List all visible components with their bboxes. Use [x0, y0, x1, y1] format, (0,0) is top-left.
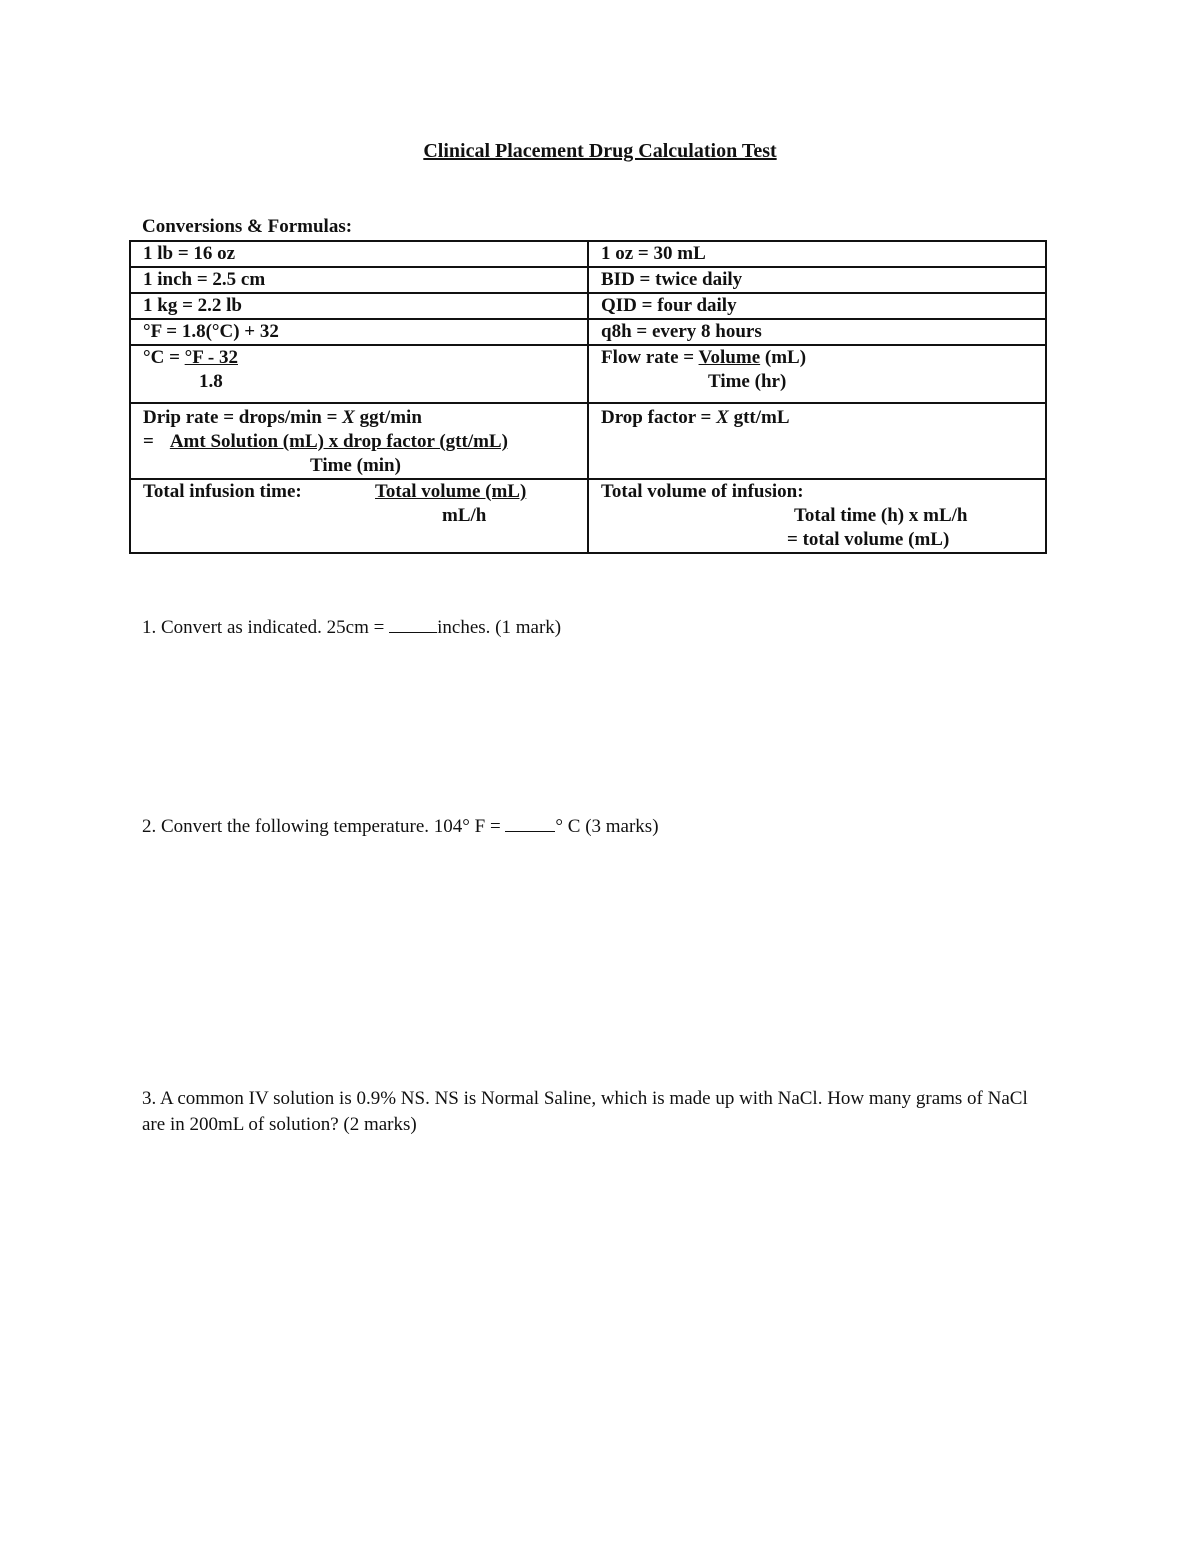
formula-variable: X — [342, 407, 355, 428]
formula-equals: = — [143, 431, 154, 452]
answer-blank — [505, 813, 555, 832]
table-cell: 1 oz = 30 mL — [588, 241, 1046, 267]
table-row — [130, 267, 1046, 293]
question-text: 2. Convert the following temperature. 104° F = — [142, 816, 506, 837]
question-text: inches. (1 mark) — [437, 617, 562, 638]
formula-prefix: Drip rate = drops/min = — [143, 407, 343, 428]
formula-prefix: Flow rate = — [601, 347, 699, 368]
flow-rate-cell — [588, 345, 1046, 403]
table-cell: 1 inch = 2.5 cm — [130, 267, 588, 293]
formula-variable: X — [716, 407, 729, 428]
question-text: 3. A common IV solution is 0.9% NS. NS is Normal Saline, which is made up with NaCl. How many grams of NaCl are in 200mL of solution? (2 marks) — [142, 1088, 1028, 1135]
formula-denominator: Time (min) — [310, 455, 401, 476]
formula-denominator: Time (hr) — [708, 371, 787, 392]
table-row — [130, 403, 1046, 479]
formula-numerator: Volume — [698, 347, 761, 368]
celsius-formula-cell — [130, 345, 588, 403]
page-title: Clinical Placement Drug Calculation Test — [423, 140, 777, 162]
question-2 — [142, 813, 1042, 840]
formula-line: Total time (h) x mL/h — [794, 505, 968, 526]
formula-numerator: °F - 32 — [184, 347, 238, 368]
drop-factor-cell — [588, 403, 1046, 479]
table-cell: °F = 1.8(°C) + 32 — [130, 319, 588, 345]
total-volume-cell — [588, 479, 1046, 553]
formula-prefix: °C = — [143, 347, 185, 368]
formula-numerator: Total volume (mL) — [375, 481, 527, 502]
formula-denominator: mL/h — [442, 505, 487, 526]
table-row — [130, 293, 1046, 319]
question-text: ° C (3 marks) — [555, 816, 659, 837]
formula-denominator: 1.8 — [199, 371, 223, 392]
formula-label: Total volume of infusion: — [601, 481, 804, 502]
table-row — [130, 345, 1046, 403]
formulas-table — [129, 240, 1047, 554]
question-3 — [142, 1086, 1032, 1138]
formula-line: = total volume (mL) — [787, 529, 950, 550]
formula-prefix: Drop factor = — [601, 407, 717, 428]
table-row — [130, 319, 1046, 345]
formula-suffix: ggt/min — [354, 407, 422, 428]
table-cell: 1 lb = 16 oz — [130, 241, 588, 267]
formula-suffix: gtt/mL — [728, 407, 790, 428]
formula-label: Total infusion time: — [143, 481, 302, 502]
answer-blank — [389, 614, 437, 633]
total-infusion-time-cell — [130, 479, 588, 553]
section-heading: Conversions & Formulas: — [142, 216, 353, 237]
question-1 — [142, 614, 1042, 641]
table-row — [130, 479, 1046, 553]
table-cell: 1 kg = 2.2 lb — [130, 293, 588, 319]
formula-unit: (mL) — [760, 347, 807, 368]
formula-numerator: Amt Solution (mL) x drop factor (gtt/mL) — [169, 431, 508, 452]
table-cell: BID = twice daily — [588, 267, 1046, 293]
table-cell: q8h = every 8 hours — [588, 319, 1046, 345]
question-text: 1. Convert as indicated. 25cm = — [142, 617, 390, 638]
table-row — [130, 241, 1046, 267]
drip-rate-cell — [130, 403, 588, 479]
table-cell: QID = four daily — [588, 293, 1046, 319]
